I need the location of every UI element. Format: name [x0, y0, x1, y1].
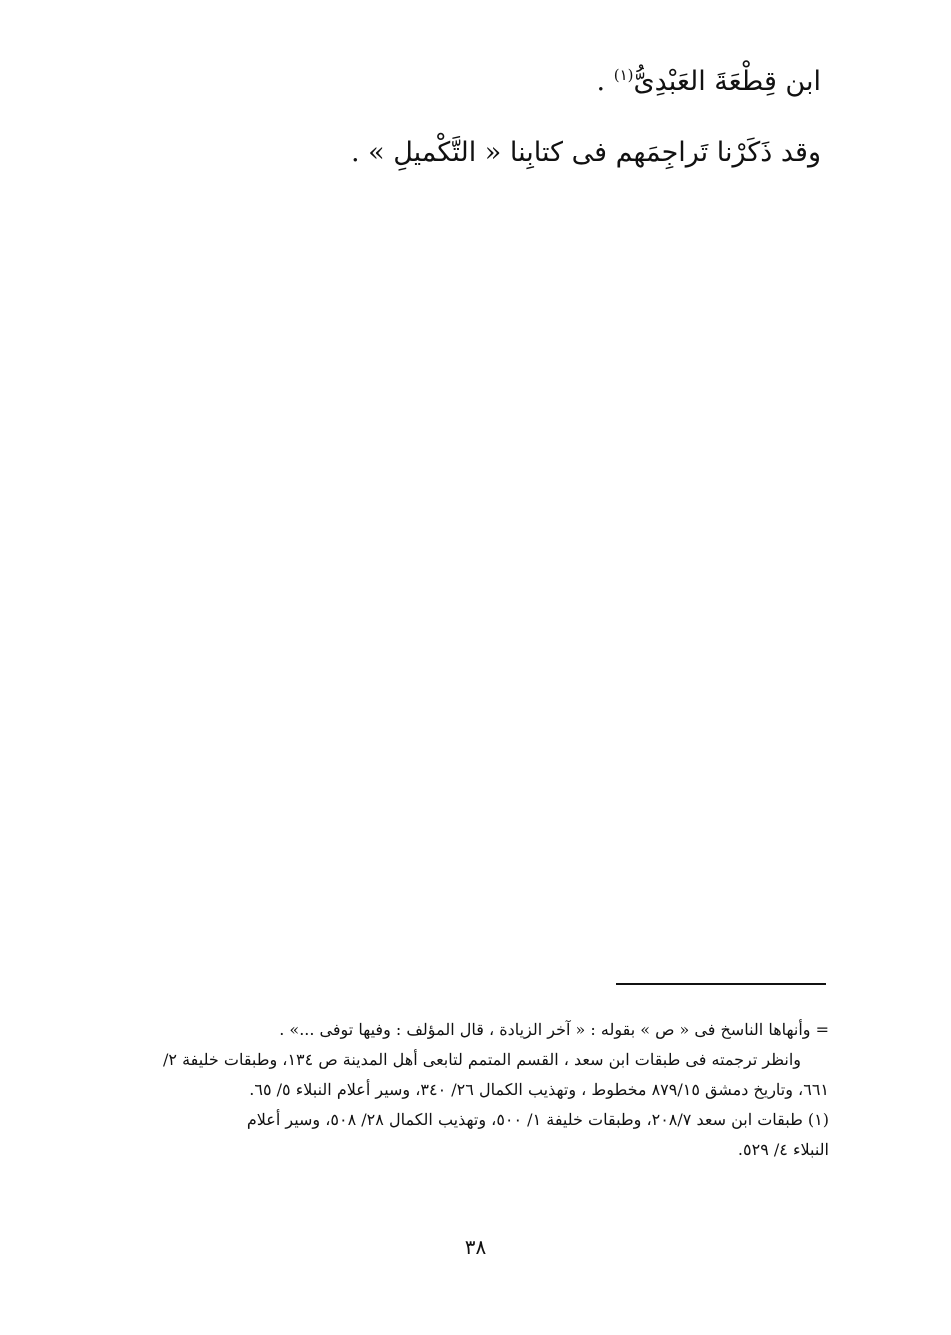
footnote-continuation-line-1: = وأنهاها الناسخ فى « ص » بقوله : « آخر الزيادة ، قال المؤلف : وفيها توفى ...» .	[279, 1020, 829, 1039]
footnote-1-line-2: النبلاء ٤/ ٥٢٩.	[737, 1140, 829, 1159]
footnote-1-line-1: (١) طبقات ابن سعد ٢٠٨/٧، وطبقات خليفة ١/ ٥٠٠، وتهذيب الكمال ٢٨/ ٥٠٨، وسير أعلام	[246, 1110, 829, 1129]
main-text-line-1	[141, 62, 821, 102]
footnote-marker-1[interactable]: (١)	[613, 66, 634, 84]
main-text-line-1-end: .	[596, 66, 614, 97]
page-number: ٣٨	[464, 1235, 487, 1259]
footnotes-block	[119, 1015, 829, 1165]
footnote-separator	[616, 983, 826, 985]
main-text-line-2: وقد ذَكَرْنا تَراجِمَهم فى كتابِنا « التَّكْميلِ » .	[350, 137, 821, 168]
footnote-continuation-line-2: وانظر ترجمته فى طبقات ابن سعد ، القسم المتمم لتابعى أهل المدينة ص ١٣٤، وطبقات خليفة ٢/	[163, 1050, 801, 1069]
main-text-line-1-content: ابن قِطْعَةَ العَبْدِىُّ	[633, 66, 821, 97]
footnote-continuation-line-3: ٦٦١، وتاريخ دمشق ٨٧٩/١٥ مخطوط ، وتهذيب الكمال ٢٦/ ٣٤٠، وسير أعلام النبلاء ٥/ ٦٥.	[249, 1080, 829, 1099]
